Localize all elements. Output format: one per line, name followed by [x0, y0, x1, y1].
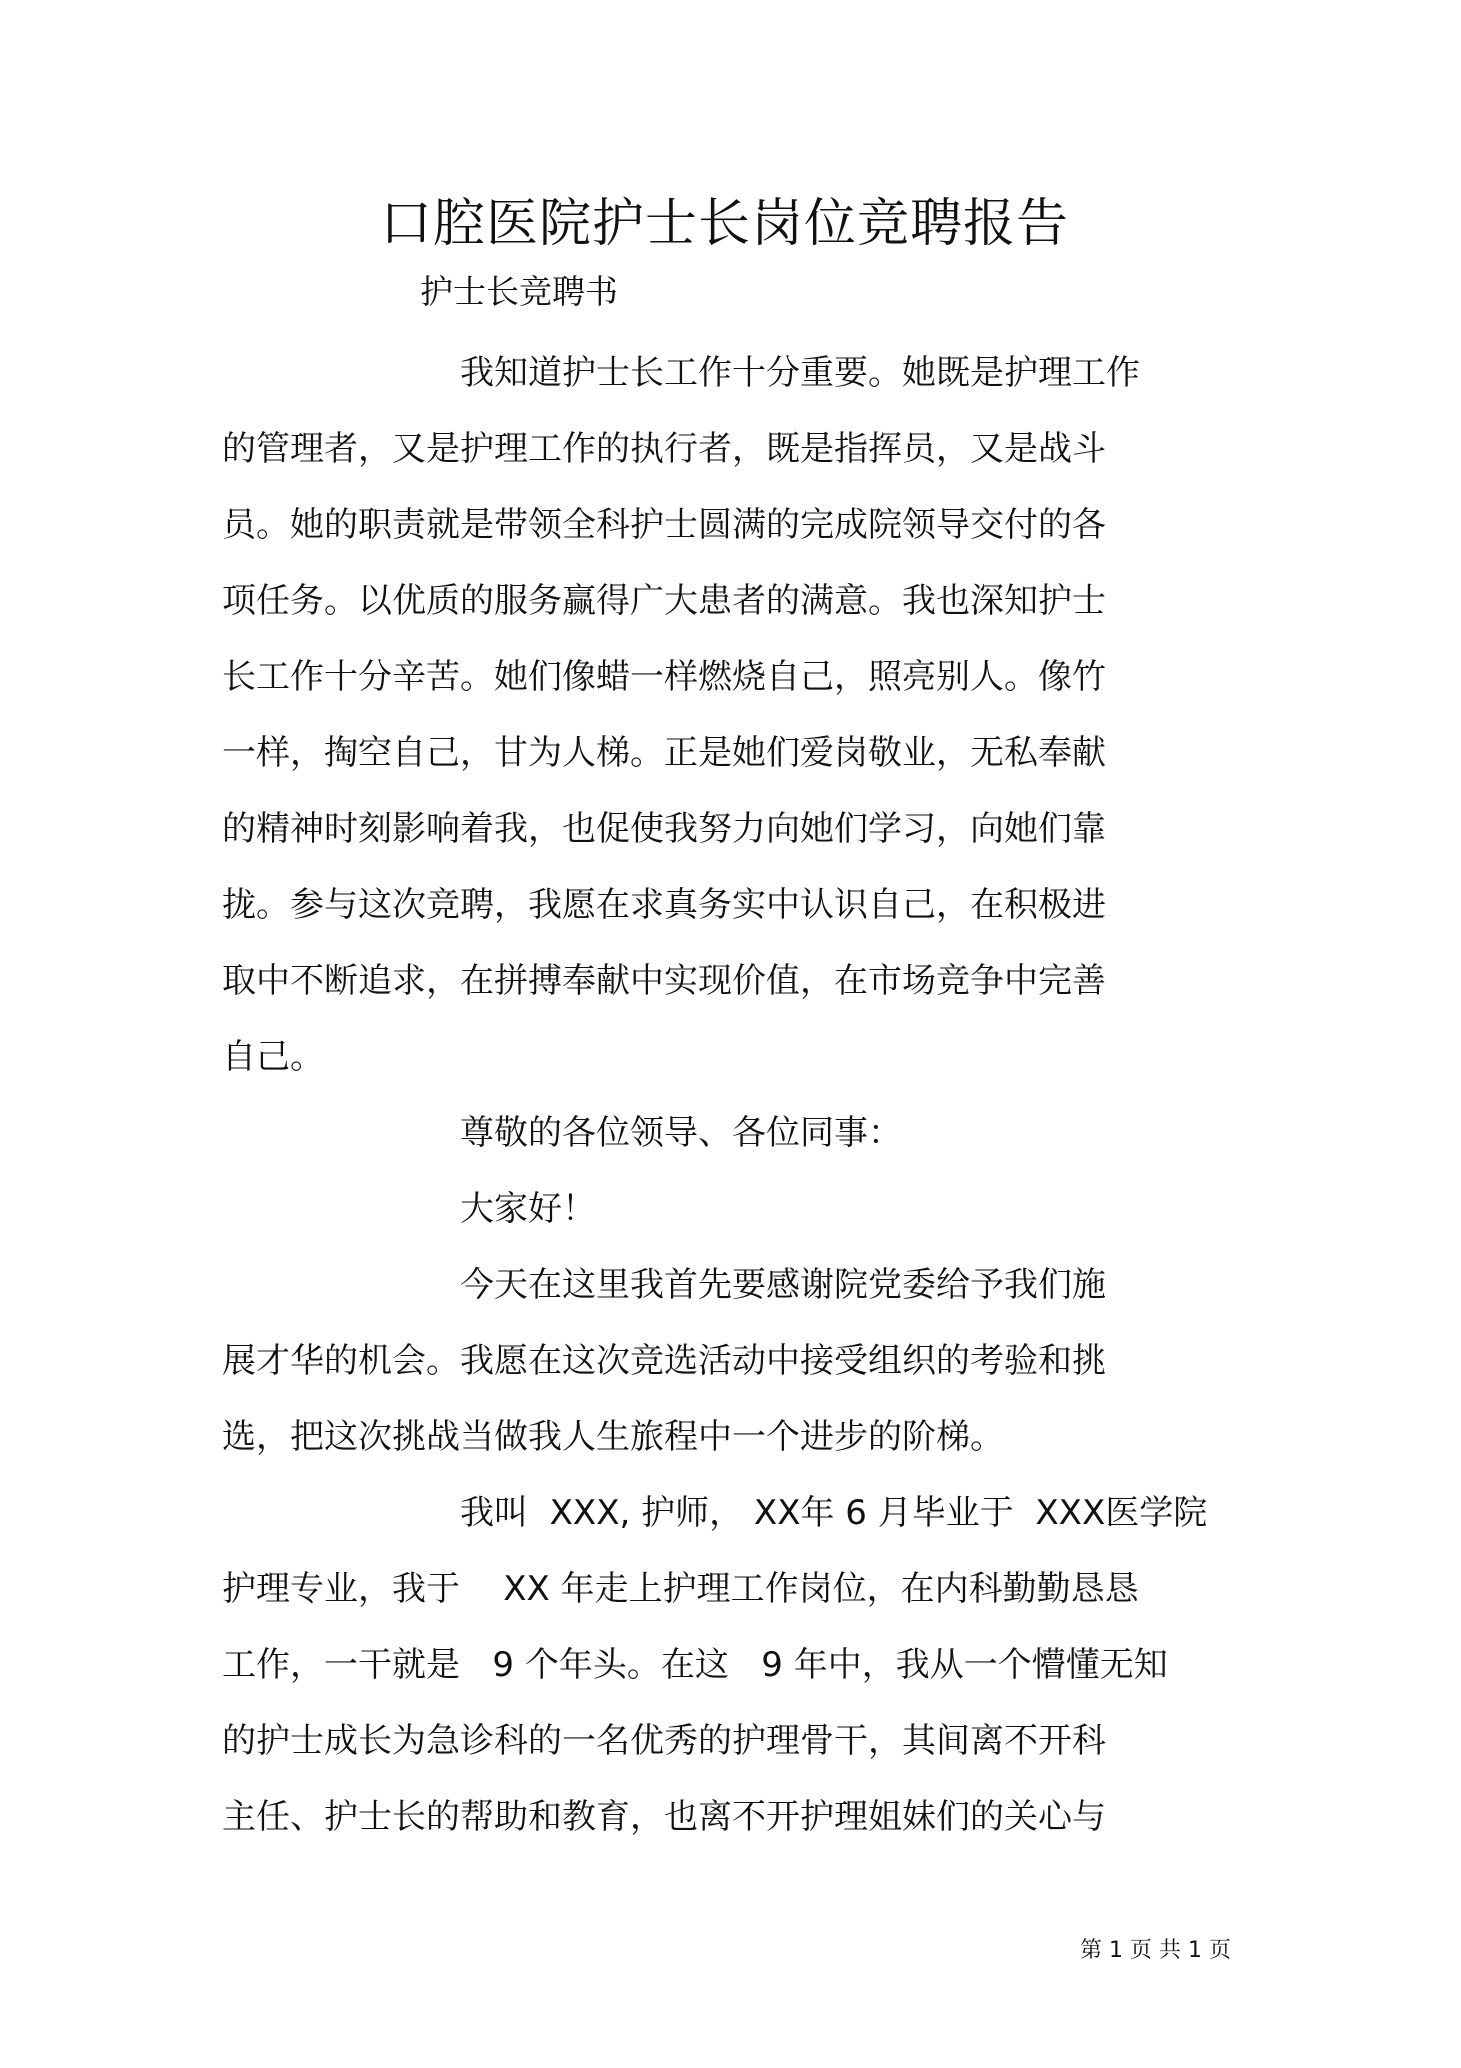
- body-line: 主任、护士长的帮助和教育，也离不开护理姐妹们的关心与: [222, 1797, 1106, 1837]
- body-line: 我叫 XXX, 护师， XX年 6 月毕业于 XXX医学院: [460, 1493, 1208, 1533]
- body-line: 一样，掏空自己，甘为人梯。正是她们爱岗敬业，无私奉献: [222, 733, 1106, 773]
- body-line: 展才华的机会。我愿在这次竞选活动中接受组织的考验和挑: [222, 1341, 1106, 1381]
- body-line: 取中不断追求，在拼搏奉献中实现价值，在市场竞争中完善: [222, 961, 1106, 1001]
- salutation: 尊敬的各位领导、各位同事：: [460, 1113, 902, 1153]
- body-line: 工作，一干就是 9 个年头。在这 9 年中，我从一个懵懂无知: [222, 1645, 1168, 1685]
- body-line: 长工作十分辛苦。她们像蜡一样燃烧自己，照亮别人。像竹: [222, 657, 1106, 697]
- body-line: 护理专业，我于 XX 年走上护理工作岗位，在内科勤勤恳恳: [222, 1569, 1139, 1609]
- greeting: 大家好！: [460, 1189, 596, 1229]
- body-line: 的管理者，又是护理工作的执行者，既是指挥员，又是战斗: [222, 429, 1106, 469]
- body-line: 我知道护士长工作十分重要。她既是护理工作: [460, 353, 1140, 393]
- body-line: 员。她的职责就是带领全科护士圆满的完成院领导交付的各: [222, 505, 1106, 545]
- body-line: 自己。: [222, 1037, 324, 1077]
- document-subtitle: 护士长竞聘书: [420, 272, 618, 311]
- body-line: 的护士成长为急诊科的一名优秀的护理骨干，其间离不开科: [222, 1721, 1106, 1761]
- body-line: 选，把这次挑战当做我人生旅程中一个进步的阶梯。: [222, 1417, 1004, 1457]
- body-line: 项任务。以优质的服务赢得广大患者的满意。我也深知护士: [222, 581, 1106, 621]
- document-title: 口腔医院护士长岗位竞聘报告: [380, 194, 1070, 254]
- page-footer: 第 1 页 共 1 页: [1080, 1938, 1231, 1963]
- body-line: 拢。参与这次竞聘，我愿在求真务实中认识自己，在积极进: [222, 885, 1106, 925]
- body-line: 的精神时刻影响着我，也促使我努力向她们学习，向她们靠: [222, 809, 1106, 849]
- body-line: 今天在这里我首先要感谢院党委给予我们施: [460, 1265, 1106, 1305]
